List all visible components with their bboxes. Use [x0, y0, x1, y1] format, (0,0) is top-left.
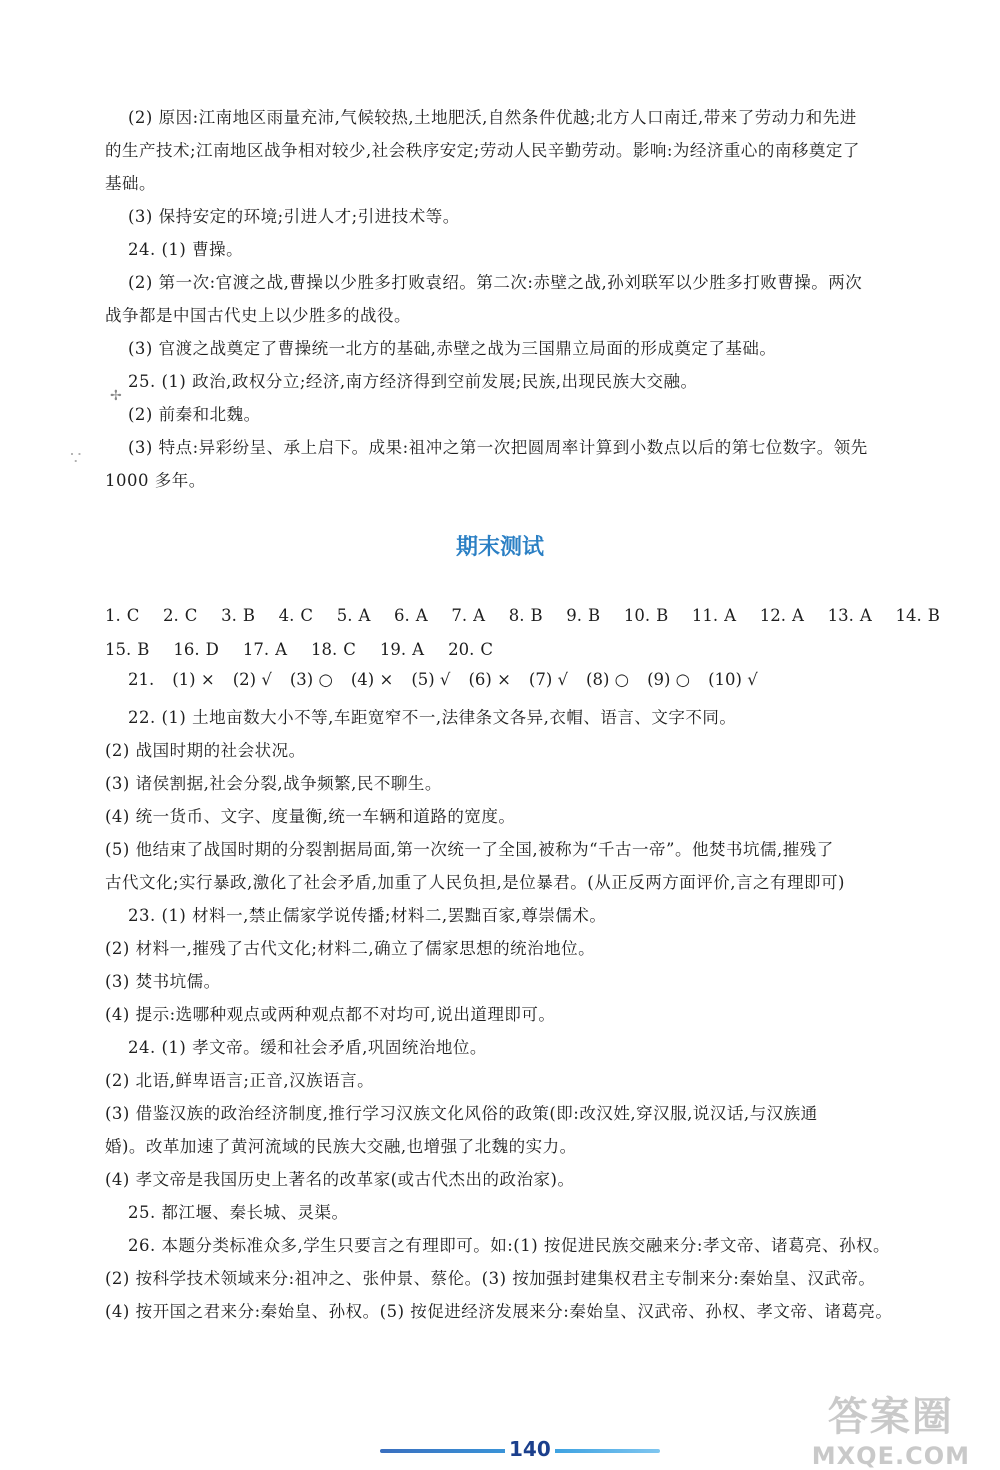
text-line: 24. (1) 曹操。	[128, 240, 244, 259]
answer-item	[105, 640, 149, 659]
text-line: (3) 诸侯割据,社会分裂,战争频繁,民不聊生。	[105, 774, 442, 793]
answer-number: 3.	[221, 605, 237, 625]
answer-number: 10.	[623, 605, 651, 625]
answer-number: 11.	[691, 605, 719, 625]
answer-item	[311, 640, 356, 659]
text-line: (2) 战国时期的社会状况。	[105, 741, 306, 760]
answer-item	[380, 640, 424, 659]
judgement-item: (2) √	[232, 669, 272, 689]
text-line: (2) 按科学技术领域来分:祖冲之、张仲景、蔡伦。(3) 按加强封建集权君主专制来分:秦始皇、汉武帝。	[105, 1269, 876, 1288]
answer-choice: C	[126, 605, 140, 625]
text-line: 26. 本题分类标准众多,学生只要言之有理即可。如:(1) 按促进民族交融来分:孝文帝、诸葛亮、孙权。	[128, 1236, 890, 1255]
answer-choice: B	[530, 605, 543, 625]
answer-choice: B	[137, 639, 150, 659]
answer-choice: D	[205, 639, 219, 659]
answer-choice: C	[184, 605, 198, 625]
answer-item	[509, 606, 543, 625]
answer-choice: C	[480, 639, 493, 659]
text-line: (3) 官渡之战奠定了曹操统一北方的基础,赤壁之战为三国鼎立局面的形成奠定了基础。	[128, 339, 777, 358]
judgement-item: (5) √	[411, 669, 451, 689]
answer-choice: A	[473, 605, 486, 625]
answer-item	[895, 606, 939, 625]
text-line: 22. (1) 土地亩数大小不等,车距宽窄不一,法律条文各异,衣帽、语言、文字不同。	[128, 708, 737, 727]
page-number: 140	[505, 1437, 555, 1461]
answer-choice: A	[859, 605, 872, 625]
multiple-choice-answers	[105, 598, 940, 666]
answer-number: 7.	[451, 605, 468, 625]
text-line: (2) 原因:江南地区雨量充沛,气候较热,土地肥沃,自然条件优越;北方人口南迁,带来了劳动力和先进	[128, 108, 857, 127]
answer-choice: A	[358, 605, 371, 625]
question-number: 21.	[128, 669, 155, 689]
judgement-item: (1) ×	[172, 669, 215, 689]
text-line: 25. (1) 政治,政权分立;经济,南方经济得到空前发展;民族,出现民族大交融。	[128, 372, 698, 391]
answer-number: 15.	[105, 639, 132, 659]
scan-mark: ∵	[70, 448, 82, 469]
judgement-item: (9) ○	[647, 669, 691, 689]
answer-number: 14.	[895, 605, 922, 625]
answer-row	[105, 632, 940, 666]
answer-item	[624, 606, 668, 625]
answer-number: 5.	[336, 605, 353, 625]
text-line: 基础。	[105, 174, 156, 193]
answer-number: 8.	[508, 605, 525, 625]
watermark-text: 答案圈	[827, 1394, 954, 1440]
page-footer	[380, 1437, 660, 1463]
text-line: (4) 提示:选哪种观点或两种观点都不对均可,说出道理即可。	[105, 1005, 556, 1024]
text-line: 古代文化;实行暴政,激化了社会矛盾,加重了人民负担,是位暴君。(从正反两方面评价,言之有理即可)	[105, 873, 845, 892]
text-line: (2) 前秦和北魏。	[128, 405, 261, 424]
answer-item	[760, 606, 804, 625]
text-line: (4) 孝文帝是我国历史上著名的改革家(或古代杰出的政治家)。	[105, 1170, 575, 1189]
answer-item	[448, 640, 493, 659]
text-line: (3) 保持安定的环境;引进人才;引进技术等。	[128, 207, 460, 226]
answer-number: 16.	[173, 639, 200, 659]
text-line: 战争都是中国古代史上以少胜多的战役。	[105, 306, 411, 325]
judgement-item: (8) ○	[586, 669, 630, 689]
text-line: (2) 材料一,摧残了古代文化;材料二,确立了儒家思想的统治地位。	[105, 939, 596, 958]
text-line: 婚)。改革加速了黄河流域的民族大交融,也增强了北魏的实力。	[105, 1137, 577, 1156]
answer-item	[337, 606, 371, 625]
judgement-answers	[128, 662, 758, 696]
text-line: (3) 焚书坑儒。	[105, 972, 221, 991]
answer-choice: B	[927, 605, 940, 625]
judgement-item: (6) ×	[468, 669, 511, 689]
answer-item	[279, 606, 313, 625]
answer-choice: C	[300, 605, 314, 625]
answer-item	[828, 606, 872, 625]
answer-item	[243, 640, 287, 659]
answer-item	[105, 606, 139, 625]
answer-number: 4.	[278, 605, 295, 625]
text-line: (2) 北语,鲜卑语言;正音,汉族语言。	[105, 1071, 375, 1090]
text-line: (3) 特点:异彩纷呈、承上启下。成果:祖冲之第一次把圆周率计算到小数点以后的第七位数字。领先	[128, 438, 868, 457]
answer-number: 18.	[311, 639, 338, 659]
answer-choice: A	[275, 639, 288, 659]
answer-number: 20.	[448, 639, 475, 659]
answer-choice: C	[343, 639, 356, 659]
answer-choice: A	[412, 639, 425, 659]
text-line: (4) 统一货币、文字、度量衡,统一车辆和道路的宽度。	[105, 807, 516, 826]
text-line: 24. (1) 孝文帝。缓和社会矛盾,巩固统治地位。	[128, 1038, 487, 1057]
judgement-item: (3) ○	[289, 669, 333, 689]
scan-mark: ✢	[110, 388, 122, 404]
answer-item	[566, 606, 600, 625]
answer-number: 2.	[163, 605, 179, 625]
answer-choice: A	[792, 605, 804, 625]
answer-number: 19.	[379, 639, 407, 659]
answer-item	[394, 606, 428, 625]
answer-item	[163, 606, 197, 625]
answer-choice: B	[242, 605, 255, 625]
section-title: 期末测试	[455, 535, 544, 560]
answer-number: 12.	[759, 605, 787, 625]
answer-choice: B	[588, 605, 601, 625]
text-line: (2) 第一次:官渡之战,曹操以少胜多打败袁绍。第二次:赤壁之战,孙刘联军以少胜多打败曹操。两次	[128, 273, 863, 292]
answer-number: 1.	[105, 605, 121, 625]
text-line: 1000 多年。	[105, 471, 206, 490]
answer-item	[221, 606, 255, 625]
answer-number: 13.	[827, 605, 854, 625]
text-line: 23. (1) 材料一,禁止儒家学说传播;材料二,罢黜百家,尊崇儒术。	[128, 906, 607, 925]
answer-item	[451, 606, 485, 625]
judgement-item: (10) √	[708, 669, 758, 689]
answer-item	[692, 606, 736, 625]
text-line: (3) 借鉴汉族的政治经济制度,推行学习汉族文化风俗的政策(即:改汉姓,穿汉服,说汉话,与汉族通	[105, 1104, 818, 1123]
answer-item	[173, 640, 218, 659]
judgement-item: (4) ×	[350, 669, 394, 689]
watermark-url: MXQE.COM	[811, 1442, 970, 1470]
answer-number: 17.	[242, 639, 270, 659]
text-line: (4) 按开国之君来分:秦始皇、孙权。(5) 按促进经济发展来分:秦始皇、汉武帝、孙权、孝文帝、诸葛亮。	[105, 1302, 893, 1321]
judgement-item: (7) √	[528, 669, 569, 689]
answer-choice: A	[415, 605, 428, 625]
watermark-logo	[812, 1385, 970, 1470]
text-line: (5) 他结束了战国时期的分裂割据局面,第一次统一了全国,被称为“千古一帝”。他焚书坑儒,摧残了	[105, 840, 834, 859]
text-line: 的生产技术;江南地区战争相对较少,社会秩序安定;劳动人民辛勤劳动。影响:为经济重心的南移奠定了	[105, 141, 860, 160]
text-line: 25. 都江堰、秦长城、灵渠。	[128, 1203, 349, 1222]
answer-choice: B	[656, 605, 669, 625]
answer-number: 9.	[566, 605, 583, 625]
answer-number: 6.	[394, 605, 410, 625]
answer-row	[105, 598, 940, 632]
answer-choice: A	[724, 605, 737, 625]
